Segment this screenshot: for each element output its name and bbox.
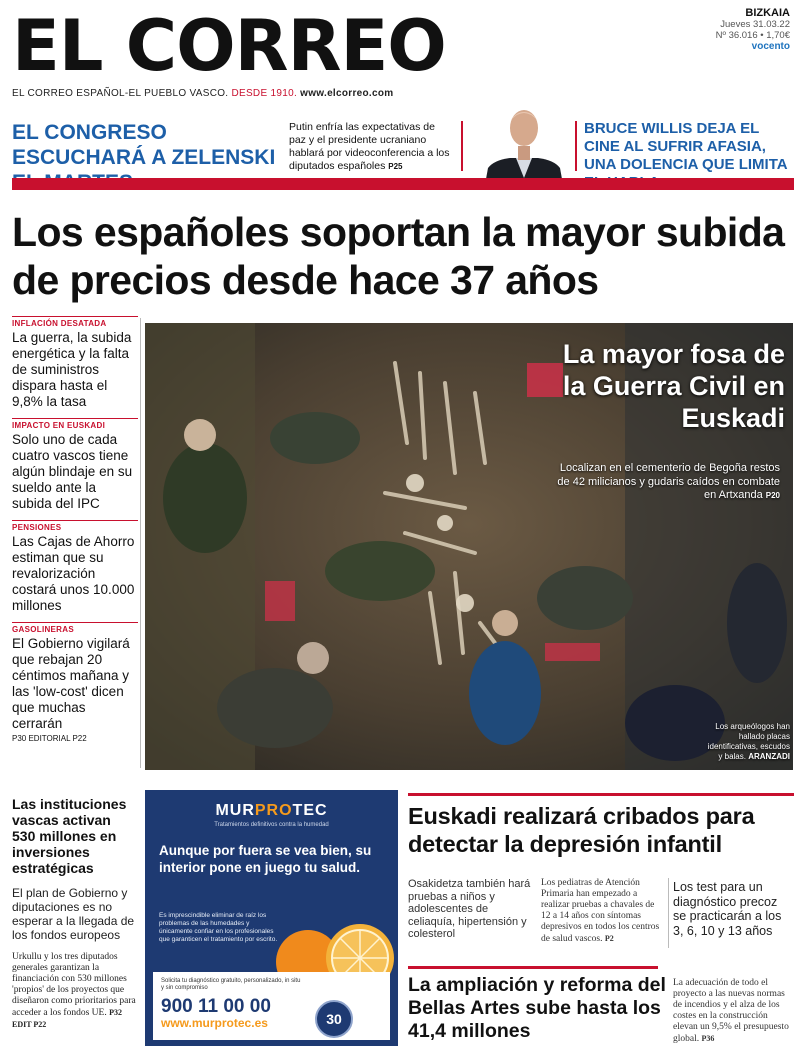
briefs-column xyxy=(12,316,138,751)
investment-body xyxy=(12,952,136,1031)
brief-pages: P30 EDITORIAL P22 xyxy=(12,734,87,743)
ad-brand-c: TEC xyxy=(292,802,328,819)
brief-text: El Gobierno vigilará que rebajan 20 céntimos mañana y las 'low-cost' dicen que muchas cerrarán xyxy=(12,636,130,731)
murprotec-ad[interactable] xyxy=(145,790,398,1046)
investment-pages: P32 EDIT P22 xyxy=(12,1008,122,1029)
brief-kicker: GASOLINERAS xyxy=(12,625,74,634)
tagline-url[interactable]: www.elcorreo.com xyxy=(300,88,394,99)
bellas-artes-headline[interactable]: La ampliación y reforma del Bellas Artes sube hasta los 41,4 millones xyxy=(408,974,666,1042)
teaser-zelenski-page: P25 xyxy=(388,162,403,171)
column-divider-2 xyxy=(668,878,669,948)
red-rule-3 xyxy=(408,966,658,969)
edition-issue: Nº 36.016 • 1,70€ xyxy=(715,30,790,41)
newspaper-masthead: EL CORREO xyxy=(12,5,446,87)
brief-pensions[interactable] xyxy=(12,520,138,614)
photo-story-title[interactable]: La mayor fosa de la Guerra Civil en Euskadi xyxy=(562,339,785,433)
photo-caption-text: Los arqueólogos han hallado placas identificativas, escudos y balas. xyxy=(707,722,790,761)
tagline-text: EL CORREO ESPAÑOL-EL PUEBLO VASCO. xyxy=(12,88,229,99)
ad-30-years-badge: 30 xyxy=(315,1000,353,1038)
ad-brand-tag: Tratamientos definitivos contra la humedad xyxy=(214,822,329,828)
masthead-tagline xyxy=(12,88,393,99)
depression-page: P2 xyxy=(604,934,614,943)
ad-fineprint: Es imprescindible eliminar de raíz los problemas de las humedades y únicamente confiar en los profesionales que garanticen el tratamiento por escrito. xyxy=(159,912,278,943)
ad-phone[interactable]: 900 11 00 00 xyxy=(161,996,271,1017)
ad-slogan: Aunque por fuera se vea bien, su interior pone en juego tu salud. xyxy=(159,843,372,875)
bellas-artes-text: La adecuación de todo el proyecto a las nuevas normas de incendios y el alza de los costes en la construcción elevan un 9,5% el presupuesto global. xyxy=(673,978,789,1044)
brief-inflation[interactable] xyxy=(12,316,138,410)
photo-credit: ARANZADI xyxy=(748,752,790,761)
photo-story-page: P20 xyxy=(765,491,780,500)
ad-website[interactable]: www.murprotec.es xyxy=(161,1016,268,1030)
red-rule xyxy=(12,178,794,190)
depression-body-text: Los pediatras de Atención Primaria han empezado a realizar pruebas a chavales de 12 a 14 años con síntomas depresivos en todos los centros de salud vascos. xyxy=(541,878,660,944)
tagline-since: DESDE 1910. xyxy=(231,88,298,99)
bellas-artes-page: P36 xyxy=(701,1034,715,1043)
brief-kicker: INFLACIÓN DESATADA xyxy=(12,319,107,328)
teaser-zelenski-text xyxy=(289,121,454,173)
brief-euskadi[interactable] xyxy=(12,418,138,512)
depression-sidebar: Los test para un diagnóstico precoz se practicarán a los 3, 6, 10 y 13 años xyxy=(673,880,782,938)
depression-body xyxy=(541,878,666,945)
red-rule-2 xyxy=(408,793,794,796)
depression-headline[interactable]: Euskadi realizará cribados para detectar la depresión infantil xyxy=(408,803,755,857)
investment-body-text: Urkullu y los tres diputados generales garantizan la financiación con 530 millones 'propios' de los proyectos que diseñaron como prioritarios para acceder a los fondos UE. xyxy=(12,952,136,1018)
edition-region: BIZKAIA xyxy=(745,7,790,19)
ad-brand-logo xyxy=(145,802,398,820)
photo-story-sub-text: Localizan en el cementerio de Begoña restos de 42 milicianos y gudaris caídos en combate en Artxanda xyxy=(557,462,780,501)
vocento-logo: vocento xyxy=(751,41,790,52)
ad-brand-b: PRO xyxy=(254,802,293,819)
photo-story-subtitle xyxy=(555,462,780,503)
teaser-zelenski-title[interactable]: EL CONGRESO ESCUCHARÁ A ZELENSKI xyxy=(12,121,276,169)
edition-date: Jueves 31.03.22 xyxy=(720,19,790,30)
brief-kicker: IMPACTO EN EUSKADI xyxy=(12,421,106,430)
brief-text: La guerra, la subida energética y la falta de suministros dispara hasta el 9,8% la tasa xyxy=(12,330,132,409)
teaser-willis-title: BRUCE WILLIS DEJA EL CINE AL SUFRIR AFASIA, UNA DOLENCIA QUE LIMITA xyxy=(584,120,788,173)
column-divider xyxy=(140,318,141,768)
investment-story[interactable] xyxy=(12,796,136,1031)
depression-deck: Osakidetza también hará pruebas a niños y adolescentes de celiaquía, hipertensión y colesterol xyxy=(408,878,531,940)
teaser-divider xyxy=(461,121,463,171)
investment-deck: El plan de Gobierno y diputaciones es no esperar a la llegada de los fondos europeos xyxy=(12,886,135,942)
photo-caption xyxy=(705,722,790,762)
bellas-artes-body xyxy=(673,978,793,1045)
main-headline[interactable]: Los españoles soportan la mayor subida de precios desde hace 37 años xyxy=(12,209,785,303)
brief-gas[interactable] xyxy=(12,622,138,743)
teaser-zelenski-body: Putin enfría las expectativas de paz y el presidente ucraniano hablará por videoconferencia a los diputados españoles xyxy=(289,121,450,172)
investment-title: Las instituciones vascas activan 530 millones en inversiones estratégicas xyxy=(12,796,127,876)
teaser-divider-2 xyxy=(575,121,577,171)
edition-info xyxy=(716,8,790,52)
ad-brand-a: MUR xyxy=(215,802,255,819)
brief-kicker: PENSIONES xyxy=(12,523,62,532)
brief-text: Solo uno de cada cuatro vascos tiene algún blindaje en su sueldo ante la subida del IPC xyxy=(12,432,133,511)
brief-text: Las Cajas de Ahorro estiman que su revalorización costará unos 10.000 millones xyxy=(12,534,135,613)
ad-cta: Solicita tu diagnóstico gratuito, personalizado, in situ y sin compromiso xyxy=(161,978,301,991)
